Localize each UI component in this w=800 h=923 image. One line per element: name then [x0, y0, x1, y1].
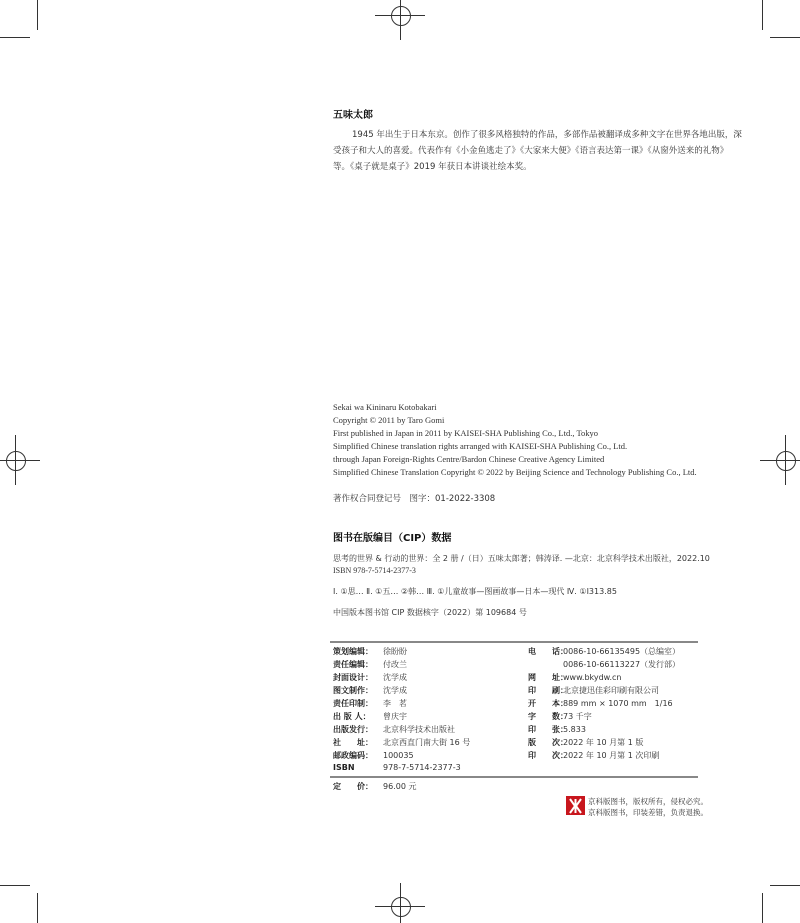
info-value: 北京捷迅佳彩印刷有限公司: [563, 686, 659, 695]
info-label: 邮政编码：: [333, 751, 373, 760]
info-label: 字 数：: [528, 712, 568, 721]
info-label: 责任印制：: [333, 699, 373, 708]
info-label: 印 次：: [528, 751, 568, 760]
copyright-line: Copyright © 2011 by Taro Gomi: [333, 415, 445, 425]
info-row: [333, 750, 414, 761]
info-value: 曾庆宇: [383, 712, 407, 721]
registration-number: 著作权合同登记号 图字：01-2022-3308: [333, 494, 496, 504]
divider: [330, 776, 520, 778]
info-value: 2022 年 10 月第 1 版: [563, 738, 644, 747]
info-value: 889 mm × 1070 mm 1/16: [563, 699, 673, 708]
info-row: [333, 685, 407, 696]
info-value: 0086-10-66135495（总编室）: [563, 647, 681, 656]
info-value: 沈学成: [383, 686, 407, 695]
author-name: 五味太郎: [333, 110, 373, 121]
info-row: [528, 685, 659, 696]
info-label: 封面设计：: [333, 673, 373, 682]
info-value: 0086-10-66113227（发行部）: [563, 660, 681, 669]
info-value: www.bkydw.cn: [563, 673, 622, 682]
author-bio-line: 受孩子和大人的喜爱。代表作有《小金鱼逃走了》《大家来大便》《语言表达第一课》《从窗外送来的礼物》: [333, 146, 729, 156]
info-row: [528, 646, 680, 657]
divider: [330, 641, 698, 643]
info-row: [528, 750, 659, 761]
info-row: [528, 698, 673, 709]
info-label: 策划编辑：: [333, 647, 373, 656]
cip-line: 中国版本图书馆 CIP 数据核字（2022）第 109684 号: [333, 608, 527, 617]
info-row: [333, 698, 407, 709]
info-label: 印 刷：: [528, 686, 568, 695]
info-label: 印 张：: [528, 725, 568, 734]
info-value: 李 茗: [383, 699, 407, 708]
info-row: [528, 672, 622, 683]
cip-line: Ⅰ. ①思… Ⅱ. ①五… ②韩… Ⅲ. ①儿童故事—图画故事—日本—现代 Ⅳ. ①I313.85: [333, 587, 617, 596]
info-value: 北京西直门南大街 16 号: [383, 738, 471, 747]
info-label: 开 本：: [528, 699, 568, 708]
author-bio-line: 等。《桌子就是桌子》2019 年获日本讲谈社绘本奖。: [333, 162, 532, 172]
info-value: 5.833: [563, 725, 586, 734]
info-label: 网 址：: [528, 673, 568, 682]
info-label: 社 址：: [333, 738, 373, 747]
info-row: [333, 672, 407, 683]
copyright-line: Simplified Chinese translation rights arranged with KAISEI-SHA Publishing Co., Ltd.: [333, 441, 628, 451]
copyright-line: Sekai wa Kininaru Kotobakari: [333, 402, 437, 412]
notice-line: 京科版图书，印装差错，负责退换。: [588, 808, 708, 817]
copyright-line: through Japan Foreign-Rights Centre/Bardon Chinese Creative Agency Limited: [333, 454, 605, 464]
info-value: 徐盼盼: [383, 647, 407, 656]
copyright-line: First published in Japan in 2011 by KAISEI-SHA Publishing Co., Ltd., Tokyo: [333, 428, 599, 438]
info-row: [333, 711, 407, 722]
info-label: 版 次：: [528, 738, 568, 747]
info-label: 出 版 人：: [333, 712, 371, 721]
info-value: 北京科学技术出版社: [383, 725, 455, 734]
info-value: 100035: [383, 751, 414, 760]
info-row: [528, 659, 680, 670]
info-value: 2022 年 10 月第 1 次印刷: [563, 751, 660, 760]
info-label: 图文制作：: [333, 686, 373, 695]
price: 定 价： 96.00 元: [333, 782, 417, 791]
info-label: ISBN: [333, 763, 355, 772]
cip-line: 思考的世界 & 行动的世界：全 2 册 /（日）五味太郎著；韩涛译. —北京：北京科学技术出版社，2022.10: [333, 554, 710, 563]
info-value: 978-7-5714-2377-3: [383, 763, 461, 772]
info-row: [333, 763, 461, 772]
info-row: [333, 646, 407, 657]
info-label: 责任编辑：: [333, 660, 373, 669]
info-row: [333, 737, 470, 748]
info-row: [528, 724, 586, 735]
info-row: [528, 737, 643, 748]
publisher-logo: [566, 796, 585, 815]
info-value: 沈学成: [383, 673, 407, 682]
info-label: 电 话：: [528, 647, 568, 656]
cip-line: ISBN 978-7-5714-2377-3: [333, 566, 416, 575]
info-value: 付改兰: [383, 660, 407, 669]
info-row: [333, 724, 455, 735]
info-row: [528, 711, 592, 722]
cip-title: 图书在版编目（CIP）数据: [333, 533, 452, 544]
divider: [520, 776, 698, 778]
info-label: 出版发行：: [333, 725, 373, 734]
copyright-line: Simplified Chinese Translation Copyright © 2022 by Beijing Science and Technology Publishing Co., Ltd.: [333, 467, 697, 477]
info-value: 73 千字: [563, 712, 592, 721]
info-row: [333, 659, 407, 670]
author-bio-line: 1945 年出生于日本东京。创作了很多风格独特的作品，多部作品被翻译成多种文字在世界各地出版，深: [352, 130, 742, 140]
notice-line: 京科版图书，版权所有，侵权必究。: [588, 797, 708, 806]
